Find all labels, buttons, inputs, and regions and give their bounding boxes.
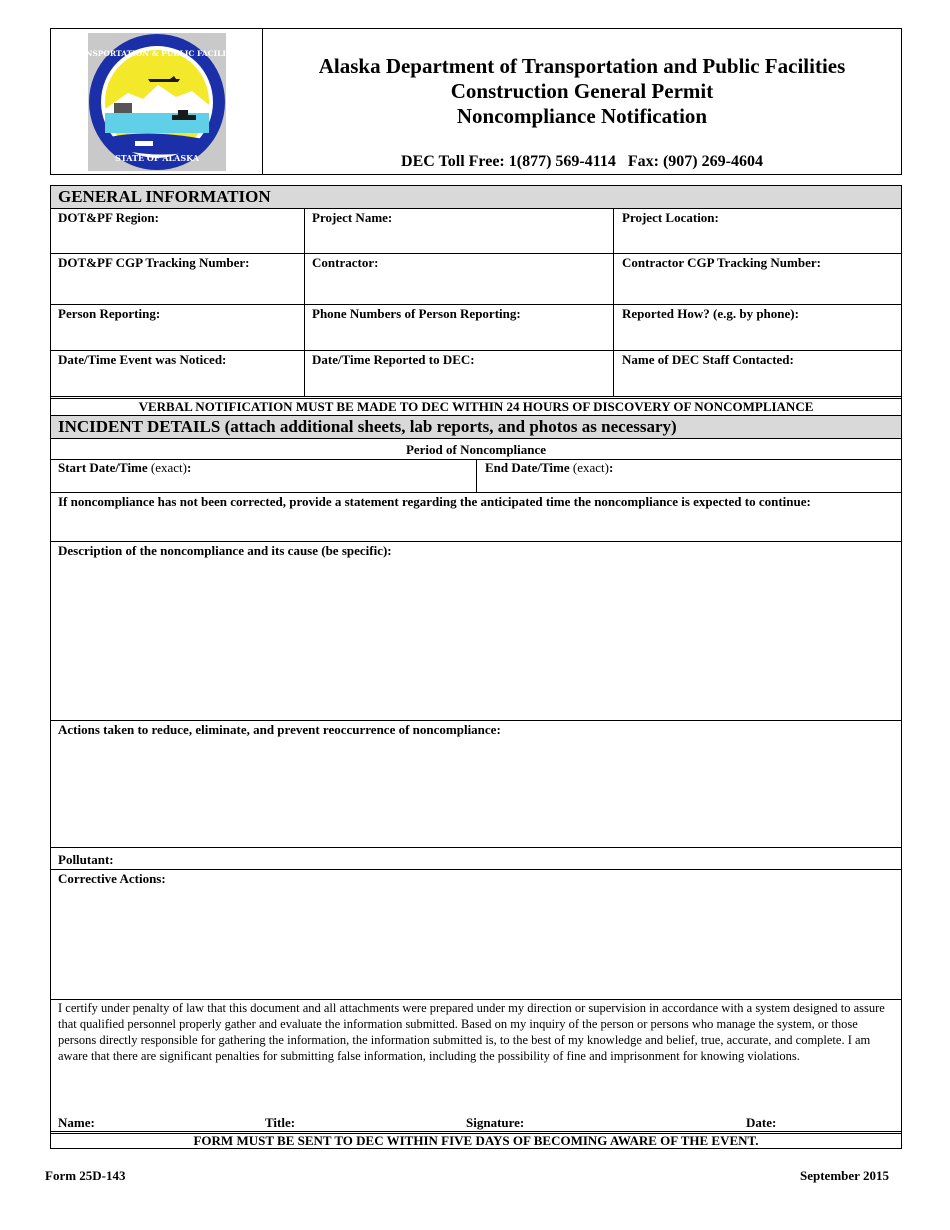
- title-permit: Construction General Permit: [450, 79, 714, 103]
- seal-text-bottom: STATE OF ALASKA: [115, 153, 199, 163]
- title-notification: Noncompliance Notification: [456, 104, 708, 128]
- pollutant-field[interactable]: Pollutant:: [58, 852, 114, 867]
- seal-text-top: TRANSPORTATION & PUBLIC FACILITIES: [67, 49, 247, 58]
- verbal-notification-notice: VERBAL NOTIFICATION MUST BE MADE TO DEC WITHIN 24 HOURS OF DISCOVERY OF NONCOMPLIANCE: [138, 399, 814, 414]
- person-reporting-field[interactable]: Person Reporting:: [58, 306, 161, 321]
- form-number: Form 25D-143: [45, 1168, 126, 1183]
- corrective-actions-field[interactable]: Corrective Actions:: [58, 871, 166, 886]
- form-header: [50, 28, 902, 175]
- region-field[interactable]: DOT&PF Region:: [58, 210, 159, 225]
- name-field[interactable]: Name:: [58, 1115, 95, 1130]
- incident-details-heading: INCIDENT DETAILS (attach additional sheets, lab reports, and photos as necessary): [51, 416, 901, 438]
- end-date-field[interactable]: End Date/Time (exact):: [485, 460, 614, 475]
- signature-field[interactable]: Signature:: [466, 1115, 525, 1130]
- logo-cell: [51, 29, 263, 174]
- project-name-field[interactable]: Project Name:: [312, 210, 393, 225]
- certification-statement: I certify under penalty of law that this document and all attachments were prepared under my direction or supervision in accordance with a system designed to assure that qualified personnel properly gather and evaluate the information submitted. Based on my inquiry of the person or persons who manage the system, or those persons directly responsible for gathering the information, the information submitted is, to the best of my knowledge and belief, true, accurate, and complete. I am aware that there are significant penalties for submitting false information, including the possibility of fine and imprisonment for knowing violations.: [58, 1001, 885, 1063]
- form-title: [263, 54, 901, 129]
- phone-numbers-field[interactable]: Phone Numbers of Person Reporting:: [312, 306, 521, 321]
- cgp-tracking-field[interactable]: DOT&PF CGP Tracking Number:: [58, 255, 250, 270]
- actions-field[interactable]: Actions taken to reduce, eliminate, and prevent reoccurrence of noncompliance:: [58, 722, 501, 737]
- date-reported-field[interactable]: Date/Time Reported to DEC:: [312, 352, 475, 367]
- fax-number: Fax: (907) 269-4604: [627, 153, 763, 170]
- general-info-heading: GENERAL INFORMATION: [51, 186, 901, 208]
- description-field[interactable]: Description of the noncompliance and its cause (be specific):: [58, 543, 392, 558]
- start-date-field[interactable]: Start Date/Time (exact):: [58, 460, 192, 475]
- dec-staff-field[interactable]: Name of DEC Staff Contacted:: [622, 352, 794, 367]
- dot-pf-seal: [67, 33, 247, 171]
- title-agency: Alaska Department of Transportation and Public Facilities: [318, 54, 846, 78]
- date-noticed-field[interactable]: Date/Time Event was Noticed:: [58, 352, 227, 367]
- project-location-field[interactable]: Project Location:: [622, 210, 719, 225]
- reported-how-field[interactable]: Reported How? (e.g. by phone):: [622, 306, 799, 321]
- contact-line: [263, 153, 901, 171]
- submission-deadline-notice: FORM MUST BE SENT TO DEC WITHIN FIVE DAYS OF BECOMING AWARE OF THE EVENT.: [193, 1133, 759, 1148]
- form-revision-date: September 2015: [800, 1168, 889, 1183]
- contractor-field[interactable]: Contractor:: [312, 255, 379, 270]
- contractor-tracking-field[interactable]: Contractor CGP Tracking Number:: [622, 255, 821, 270]
- period-label: Period of Noncompliance: [405, 442, 547, 457]
- date-field[interactable]: Date:: [746, 1115, 777, 1130]
- toll-free-number: DEC Toll Free: 1(877) 569-4114: [401, 153, 616, 170]
- title-field[interactable]: Title:: [265, 1115, 296, 1130]
- noncompliance-form: [50, 185, 902, 1149]
- anticipated-time-field[interactable]: If noncompliance has not been corrected, provide a statement regarding the anticipated time the noncompliance is expected to continue:: [58, 494, 811, 509]
